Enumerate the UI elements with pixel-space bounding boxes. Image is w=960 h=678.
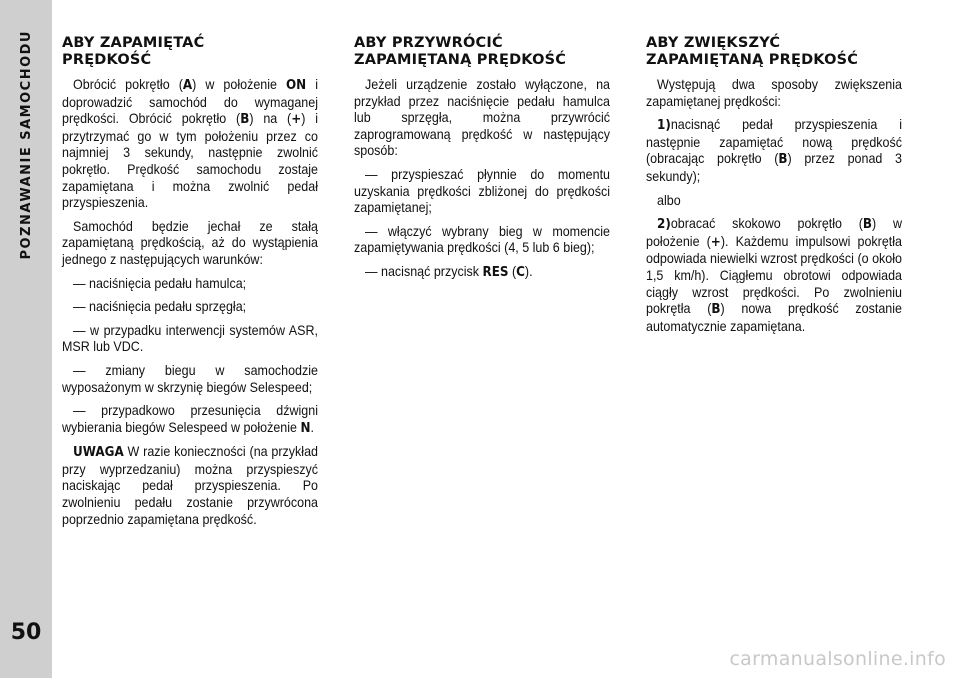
heading-increase-speed <box>646 35 902 69</box>
column-restore-speed <box>354 35 610 289</box>
list-item: — nacisnąć przycisk RES (C). <box>365 263 533 280</box>
heading-line: ABY ZAPAMIĘTAĆ <box>62 35 205 51</box>
heading-line: ZAPAMIĘTANĄ PRĘDKOŚĆ <box>354 52 567 68</box>
heading-restore-speed <box>354 35 610 69</box>
paragraph: Obrócić pokrętło (A) w położenie ON i doprowadzić samochód do wymaganej prędkości. Obrócić pokrętło (B) na (+) i przytrzymać go w tym położeniu przez co najmniej 3 sekundy, następnie zwolnić pokrętło. Prędkość samochodu zostaje zapamiętana i można zwolnić pedał przyspieszenia. <box>62 77 319 211</box>
heading-line: ZAPAMIĘTANĄ PRĘDKOŚĆ <box>646 52 859 68</box>
sidebar <box>0 0 52 678</box>
heading-store-speed <box>62 35 318 69</box>
list-item: — naciśnięcia pedału hamulca; <box>73 275 247 291</box>
section-title-container <box>0 30 52 450</box>
paragraph: Samochód będzie jechał ze stałą zapamiętaną prędkością, aż do wystąpienia jednego z następujących warunków: <box>62 218 319 267</box>
column-increase-speed <box>646 35 902 342</box>
list-item: — włączyć wybrany bieg w momencie zapamiętywania prędkości (4, 5 lub 6 bieg); <box>354 223 611 256</box>
note-paragraph: UWAGA W razie konieczności (na przykład przy wyprzedzaniu) można przyspieszyć naciskając pedał przyspieszenia. Po zwolnieniu pedału zostanie przywrócona poprzednio zapamiętana prędkość. <box>62 444 319 527</box>
list-item: — zmiany biegu w samochodzie wyposażonym w skrzynię biegów Selespeed; <box>62 362 319 395</box>
heading-line: ABY PRZYWRÓCIĆ <box>354 35 503 51</box>
note-label: UWAGA <box>73 445 124 461</box>
paragraph: Jeżeli urządzenie zostało wyłączone, na przykład przez naciśnięcie pedału hamulca lub sprzęgła, można przywrócić zaprogramowaną prędkość w następujący sposób: <box>354 77 611 159</box>
step-item: 1)nacisnąć pedał przyspieszenia i następnie zapamiętać nową prędkość (obracając pokrętło (B) przez ponad 3 sekundy); <box>646 117 903 184</box>
paragraph: Występują dwa sposoby zwiększenia zapamiętanej prędkości: <box>646 77 903 109</box>
column-store-speed <box>62 35 318 535</box>
list-item: — naciśnięcia pedału sprzęgła; <box>73 299 247 315</box>
step-item: 2)obracać skokowo pokrętło (B) w położenie (+). Każdemu impulsowi pokrętła odpowiada niewielki wzrost prędkości (o około 1,5 km/h). Ciągłemu obrotowi odpowiada ciągły wzrost prędkości. Po zwolnieniu pokrętła (B) nowa prędkość zostanie automatycznie zapamiętana. <box>646 216 903 334</box>
heading-line: ABY ZWIĘKSZYĆ <box>646 35 781 51</box>
list-item: — przyspieszać płynnie do momentu uzyskania prędkości zbliżonej do prędkości zapamiętanej; <box>354 166 611 216</box>
page-number: 50 <box>10 620 42 645</box>
section-title: POZNAWANIE SAMOCHODU <box>18 30 34 260</box>
watermark: carmanualsonline.info <box>729 648 946 670</box>
list-item: — przypadkowo przesunięcia dźwigni wybierania biegów Selespeed w położenie N. <box>62 403 319 436</box>
separator-text: albo <box>657 192 681 208</box>
heading-line: PRĘDKOŚĆ <box>62 52 152 68</box>
list-item: — w przypadku interwencji systemów ASR, MSR lub VDC. <box>62 322 319 355</box>
